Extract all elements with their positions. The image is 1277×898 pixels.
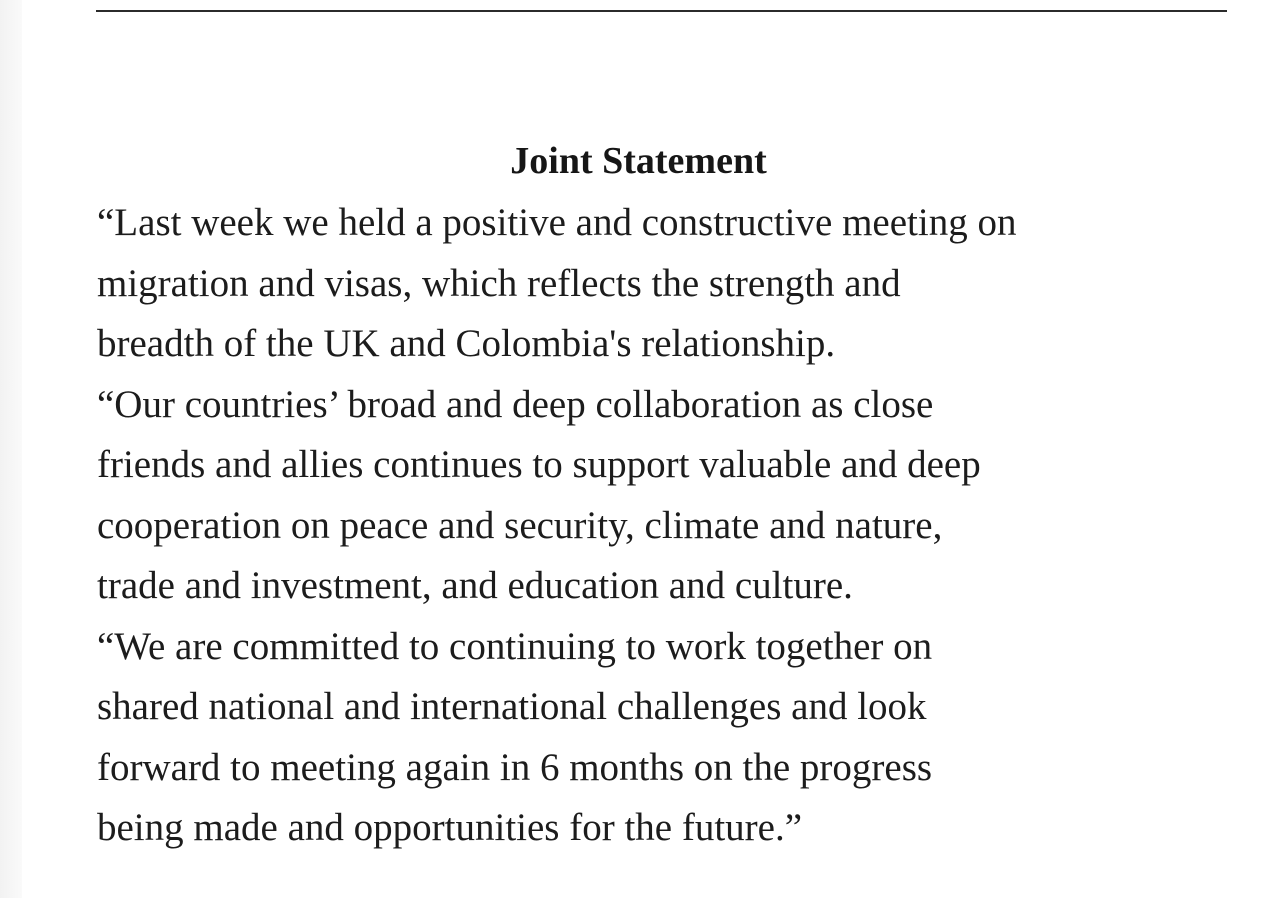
paragraph-3 xyxy=(97,617,1257,859)
statement-title: Joint Statement xyxy=(510,140,767,182)
paragraph-line: friends and allies continues to support valuable and deep xyxy=(97,443,981,486)
statement-body xyxy=(97,193,1257,859)
paragraph-line: shared national and international challenges and look xyxy=(97,685,927,728)
paragraph-line: cooperation on peace and security, climate and nature, xyxy=(97,503,943,547)
paragraph-line: “Last week we held a positive and constructive meeting on xyxy=(97,201,1017,244)
top-horizontal-rule xyxy=(96,10,1227,12)
paragraph-line: being made and opportunities for the future.” xyxy=(97,806,803,849)
paragraph-line: breadth of the UK and Colombia's relationship. xyxy=(97,322,836,365)
paragraph-line: migration and visas, which reflects the strength and xyxy=(97,261,901,305)
page-margin-shadow xyxy=(0,0,22,898)
paragraph-line: trade and investment, and education and culture. xyxy=(97,564,853,607)
paragraph-line: “Our countries’ broad and deep collaboration as close xyxy=(97,382,934,426)
paragraph-2 xyxy=(97,375,1257,617)
paragraph-line: “We are committed to continuing to work together on xyxy=(97,624,933,668)
paragraph-line: forward to meeting again in 6 months on the progress xyxy=(97,745,933,789)
paragraph-1 xyxy=(97,193,1257,375)
